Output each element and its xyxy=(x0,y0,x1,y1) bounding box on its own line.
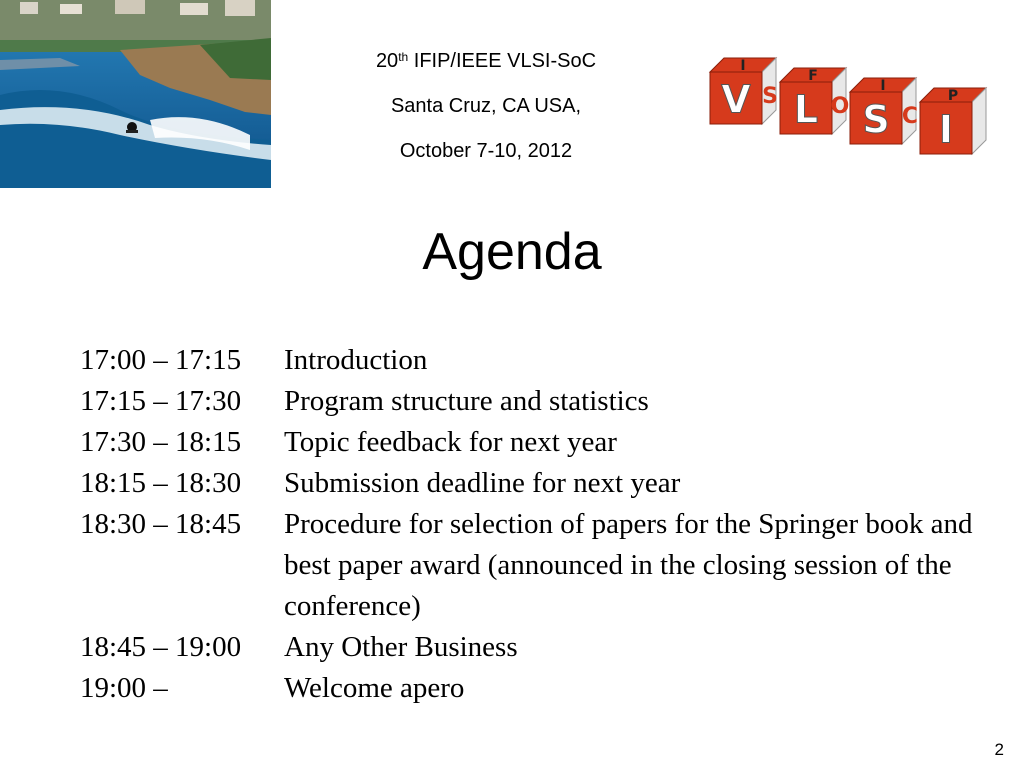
vlsi-ifip-logo xyxy=(700,30,1020,195)
svg-text:S: S xyxy=(862,97,890,142)
agenda-topic: Topic feedback for next year xyxy=(284,426,617,458)
svg-text:I: I xyxy=(880,78,886,94)
agenda-topic: Any Other Business xyxy=(284,631,518,663)
agenda-item xyxy=(80,668,1000,709)
logo-cube xyxy=(780,68,849,134)
svg-text:L: L xyxy=(793,87,819,132)
logo-cube xyxy=(920,88,986,154)
conference-edition: 20th IFIP/IEEE VLSI-SoC xyxy=(375,50,597,72)
page-title: Agenda xyxy=(422,223,602,281)
agenda-time: 17:30 – 18:15 xyxy=(80,426,242,458)
agenda-topic: Submission deadline for next year xyxy=(284,467,681,499)
agenda-time: 18:30 – 18:45 xyxy=(80,508,242,540)
svg-text:F: F xyxy=(808,68,818,84)
agenda-item xyxy=(80,504,1000,627)
logo-cube xyxy=(850,78,918,144)
agenda-time: 19:00 – xyxy=(80,672,168,704)
page-number: 2 xyxy=(994,740,1004,759)
svg-text:I: I xyxy=(938,107,954,152)
agenda-list xyxy=(80,340,1000,709)
agenda-item xyxy=(80,340,1000,381)
svg-text:V: V xyxy=(721,77,751,122)
agenda-item xyxy=(80,627,1000,668)
agenda-time: 18:15 – 18:30 xyxy=(80,467,242,499)
svg-text:C: C xyxy=(901,104,919,130)
conference-location: Santa Cruz, CA USA, xyxy=(390,95,582,117)
conference-dates: October 7-10, 2012 xyxy=(399,140,573,162)
svg-text:P: P xyxy=(947,88,959,104)
conference-info xyxy=(300,50,672,185)
agenda-topic: Procedure for selection of papers for the Springer book and best paper award (announced in the closing session of the conference) xyxy=(284,508,973,622)
svg-text:I: I xyxy=(740,58,746,74)
agenda-item xyxy=(80,381,1000,422)
agenda-time: 17:15 – 17:30 xyxy=(80,385,242,417)
agenda-item xyxy=(80,463,1000,504)
agenda-topic: Welcome apero xyxy=(284,672,465,704)
surf-photo xyxy=(0,0,271,188)
svg-text:S: S xyxy=(762,84,778,110)
agenda-topic: Program structure and statistics xyxy=(284,385,649,417)
agenda-time: 17:00 – 17:15 xyxy=(80,344,242,376)
logo-cube xyxy=(710,58,778,124)
agenda-topic: Introduction xyxy=(284,344,428,376)
svg-text:O: O xyxy=(830,94,850,120)
agenda-time: 18:45 – 19:00 xyxy=(80,631,242,663)
agenda-item xyxy=(80,422,1000,463)
